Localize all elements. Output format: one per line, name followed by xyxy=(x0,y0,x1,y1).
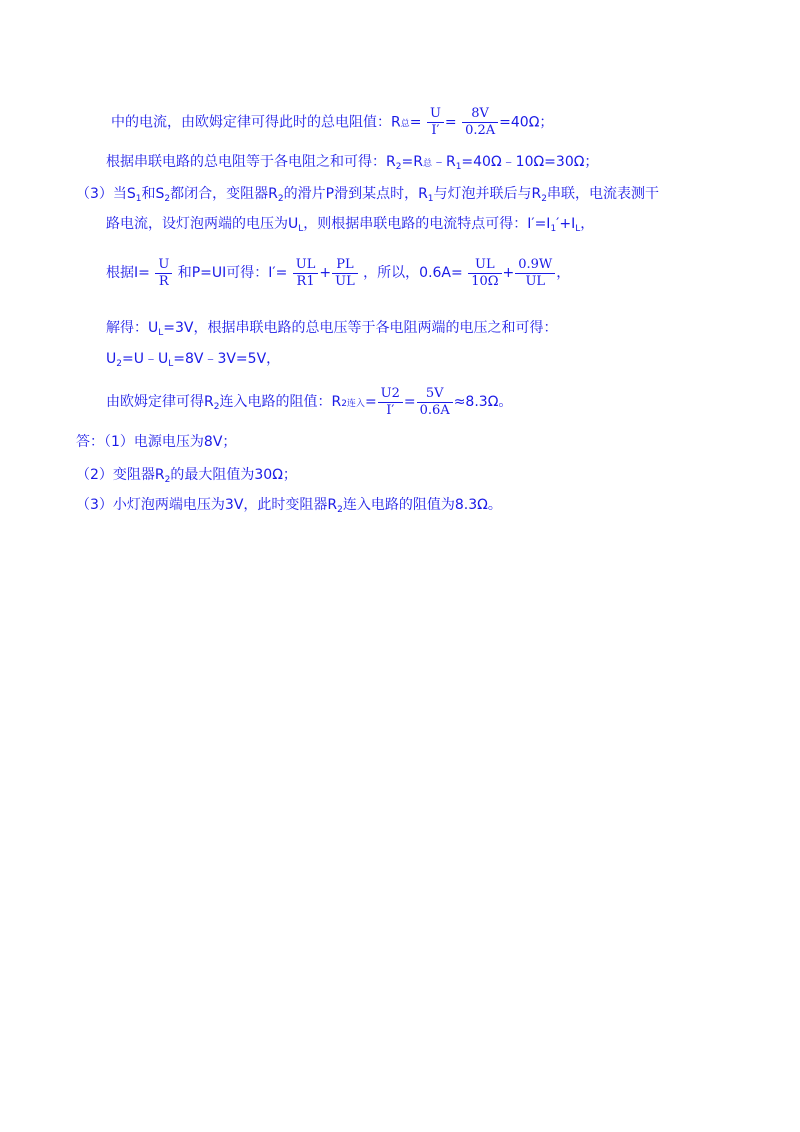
subscript: 2 xyxy=(164,475,171,485)
solution-line-r2-connected xyxy=(106,385,512,424)
text: 答：（1）电源电压为8V； xyxy=(76,434,237,450)
denominator: UL xyxy=(525,273,546,289)
text: ﹣R xyxy=(431,154,456,170)
text: 都闭合，变阻器R xyxy=(170,186,278,202)
text: 路电流，设灯泡两端的电压为U xyxy=(106,216,299,232)
text: 根据I= xyxy=(106,265,150,281)
denominator: 0.6A xyxy=(419,402,450,418)
answer-1 xyxy=(76,432,236,452)
fraction-09w-over-ul xyxy=(515,257,555,290)
text: ≈8.3Ω。 xyxy=(453,394,513,410)
answer-3 xyxy=(76,495,502,520)
denominator: R xyxy=(158,273,169,289)
denominator: UL xyxy=(335,273,355,289)
text: =R xyxy=(401,154,423,170)
fraction-u-over-r xyxy=(155,257,172,290)
numerator: 8V xyxy=(462,106,498,123)
denominator: I′ xyxy=(386,402,395,418)
subscript: L xyxy=(158,328,164,338)
text: 根据串联电路的总电阻等于各电阻之和可得：R xyxy=(106,154,396,170)
numerator: 0.9W xyxy=(515,257,555,274)
solution-line-total-resistance xyxy=(111,106,553,139)
text: 解得：U xyxy=(106,320,159,336)
text: 和P=UI可得：I′= xyxy=(177,265,288,281)
text: =40Ω； xyxy=(499,114,554,131)
subscript: 2 xyxy=(541,194,547,204)
text: ，则根据串联电路的电流特点可得：I′=I xyxy=(303,216,551,232)
numerator: U2 xyxy=(378,386,403,403)
subscript: L xyxy=(575,224,581,234)
text: =U﹣U xyxy=(121,351,169,367)
numerator: UL xyxy=(293,257,319,274)
numerator: UL xyxy=(468,257,501,274)
text: ，所以，0.6A= xyxy=(363,265,463,281)
subscript: 1 xyxy=(550,224,557,234)
numerator: 5V xyxy=(417,386,453,403)
solution-line-current xyxy=(106,214,594,239)
subscript: 总 xyxy=(422,159,432,169)
text: 的滑片P滑到某点时，R xyxy=(283,186,428,202)
solution-line-solve xyxy=(106,318,557,343)
solution-line-equation xyxy=(106,256,570,290)
numerator: PL xyxy=(332,257,358,274)
fraction-ul-over-10ohm xyxy=(468,257,501,290)
denominator: 10Ω xyxy=(471,273,499,289)
solution-line-u2 xyxy=(106,349,280,374)
text: = xyxy=(403,394,416,410)
subscript: 2 xyxy=(164,194,171,204)
denominator: R1 xyxy=(296,273,315,289)
answer-2 xyxy=(76,465,297,490)
fraction-5v-over-06a xyxy=(417,386,453,419)
text: =3V，根据串联电路的总电压等于各电阻两端的电压之和可得： xyxy=(163,320,558,336)
subscript: 1 xyxy=(455,162,462,172)
subscript: 2 xyxy=(213,402,220,412)
subscript: L xyxy=(298,224,304,234)
text: = xyxy=(409,114,422,131)
subscript: 2连入 xyxy=(341,399,365,409)
denominator: 0.2A xyxy=(465,123,496,138)
text: 中的电流，由欧姆定律可得此时的总电阻值：R xyxy=(111,114,401,131)
text: ′+I xyxy=(556,216,576,232)
numerator: U xyxy=(427,106,444,123)
fraction-u-over-i xyxy=(427,106,444,139)
text: 由欧姆定律可得R xyxy=(106,394,214,410)
fraction-ul-over-r1 xyxy=(293,257,319,290)
text: （3）当S xyxy=(76,186,136,202)
text: + xyxy=(502,265,515,281)
text: 连入电路的阻值：R xyxy=(219,394,342,410)
subscript: 1 xyxy=(135,194,142,204)
subscript: 2 xyxy=(337,505,343,515)
text: = xyxy=(364,394,377,410)
subscript: 2 xyxy=(277,194,284,204)
subscript: 1 xyxy=(427,194,434,204)
text: = xyxy=(444,114,457,131)
fraction-8v-over-02a xyxy=(462,106,498,139)
text: ， xyxy=(556,265,571,281)
numerator: U xyxy=(155,257,172,274)
subscript: 2 xyxy=(395,162,402,172)
text: ， xyxy=(580,216,595,232)
text: =40Ω﹣10Ω=30Ω； xyxy=(461,154,599,170)
subscript: L xyxy=(168,359,174,369)
text: 与灯泡并联后与R xyxy=(433,186,542,202)
fraction-u2-over-i xyxy=(378,386,403,419)
solution-line-r2-max xyxy=(106,152,598,177)
text: + xyxy=(319,265,332,281)
subscript: 2 xyxy=(116,359,122,369)
text: 的最大阻值为30Ω； xyxy=(170,467,297,483)
subscript: 总 xyxy=(400,119,410,130)
text: 连入电路的阻值为8.3Ω。 xyxy=(342,497,502,513)
text: 和S xyxy=(141,186,165,202)
text: （3）小灯泡两端电压为3V，此时变阻器R xyxy=(76,497,338,513)
denominator: I′ xyxy=(431,123,440,138)
text: 串联，电流表测干 xyxy=(547,186,659,202)
text: U xyxy=(106,351,117,367)
solution-line-part3-intro xyxy=(76,184,659,209)
text: （2）变阻器R xyxy=(76,467,165,483)
text: =8V﹣3V=5V， xyxy=(173,351,281,367)
fraction-pl-over-ul xyxy=(332,257,358,290)
